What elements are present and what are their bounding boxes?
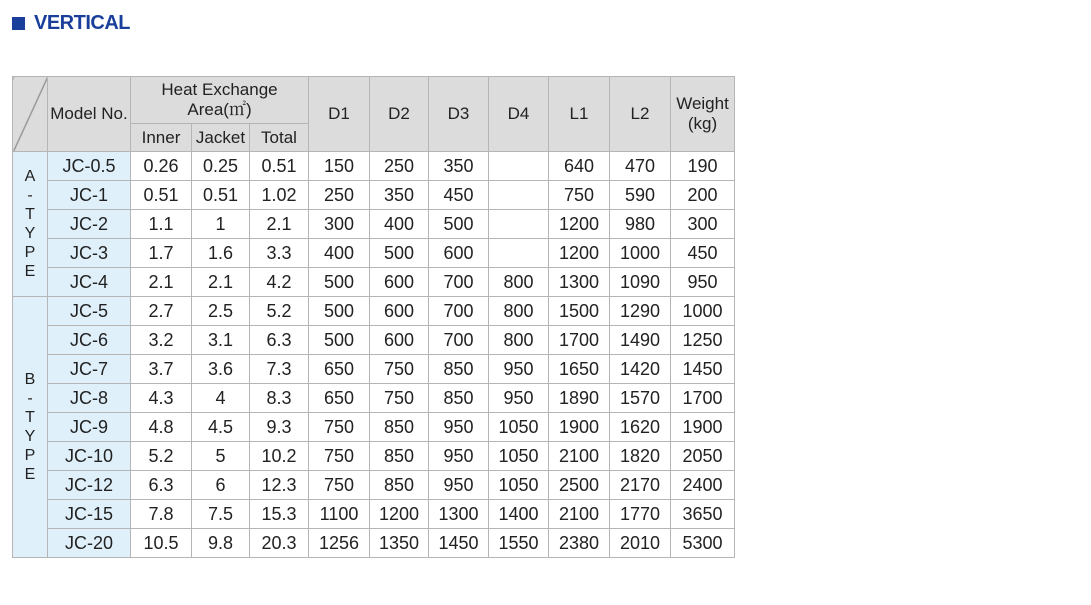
inner-cell: 6.3 [131,471,192,500]
d4-cell: 950 [489,355,549,384]
weight-cell: 2400 [671,471,735,500]
d3-cell: 450 [429,181,489,210]
d2-cell: 600 [370,326,429,355]
table-row [13,152,735,181]
model-cell: JC-9 [48,413,131,442]
table-row [13,471,735,500]
d4-cell: 800 [489,326,549,355]
d2-cell: 850 [370,442,429,471]
table-row [13,384,735,413]
l2-cell: 470 [610,152,671,181]
inner-cell: 5.2 [131,442,192,471]
weight-cell: 200 [671,181,735,210]
header-heat-exchange: Heat Exchange Area(㎡) [131,77,309,124]
type-letter: P [24,447,36,464]
l2-cell: 980 [610,210,671,239]
d1-cell: 250 [309,181,370,210]
inner-cell: 0.26 [131,152,192,181]
model-cell: JC-7 [48,355,131,384]
d3-cell: 1450 [429,529,489,558]
d1-cell: 1100 [309,500,370,529]
type-letter: A [24,168,36,185]
jacket-cell: 0.51 [192,181,250,210]
l1-cell: 1700 [549,326,610,355]
inner-cell: 3.2 [131,326,192,355]
d2-cell: 600 [370,268,429,297]
d4-cell [489,152,549,181]
total-cell: 4.2 [250,268,309,297]
weight-cell: 450 [671,239,735,268]
type-group-label [13,297,48,558]
l1-cell: 1200 [549,210,610,239]
type-letter: - [27,390,33,407]
inner-cell: 4.8 [131,413,192,442]
jacket-cell: 0.25 [192,152,250,181]
total-cell: 9.3 [250,413,309,442]
weight-cell: 1000 [671,297,735,326]
inner-cell: 7.8 [131,500,192,529]
l2-cell: 1820 [610,442,671,471]
section-title [12,12,130,35]
title-square-icon [12,17,25,30]
d3-cell: 950 [429,413,489,442]
d3-cell: 500 [429,210,489,239]
d2-cell: 500 [370,239,429,268]
model-cell: JC-12 [48,471,131,500]
d1-cell: 500 [309,326,370,355]
model-cell: JC-8 [48,384,131,413]
l1-cell: 2500 [549,471,610,500]
weight-cell: 5300 [671,529,735,558]
inner-cell: 4.3 [131,384,192,413]
type-letter: - [27,187,33,204]
total-cell: 6.3 [250,326,309,355]
model-cell: JC-5 [48,297,131,326]
table-row [13,297,735,326]
model-cell: JC-0.5 [48,152,131,181]
weight-cell: 1250 [671,326,735,355]
total-cell: 1.02 [250,181,309,210]
weight-cell: 1450 [671,355,735,384]
jacket-cell: 9.8 [192,529,250,558]
total-cell: 20.3 [250,529,309,558]
d3-cell: 700 [429,297,489,326]
d2-cell: 850 [370,413,429,442]
table-row [13,529,735,558]
d2-cell: 400 [370,210,429,239]
model-cell: JC-15 [48,500,131,529]
l2-cell: 1490 [610,326,671,355]
jacket-cell: 7.5 [192,500,250,529]
header-corner-cell [13,77,48,152]
type-letter: E [24,466,36,483]
jacket-cell: 2.5 [192,297,250,326]
jacket-cell: 4 [192,384,250,413]
table-row [13,181,735,210]
header-d4: D4 [489,77,549,152]
total-cell: 12.3 [250,471,309,500]
table-row [13,413,735,442]
d4-cell: 800 [489,297,549,326]
d3-cell: 700 [429,326,489,355]
l2-cell: 1290 [610,297,671,326]
table-row [13,500,735,529]
d4-cell: 1050 [489,471,549,500]
total-cell: 3.3 [250,239,309,268]
table-row [13,442,735,471]
d4-cell [489,239,549,268]
d4-cell [489,181,549,210]
header-l1: L1 [549,77,610,152]
l1-cell: 1900 [549,413,610,442]
total-cell: 7.3 [250,355,309,384]
l1-cell: 1890 [549,384,610,413]
weight-cell: 1700 [671,384,735,413]
header-total: Total [250,124,309,152]
header-l2: L2 [610,77,671,152]
inner-cell: 2.1 [131,268,192,297]
d1-cell: 400 [309,239,370,268]
total-cell: 10.2 [250,442,309,471]
d2-cell: 600 [370,297,429,326]
d3-cell: 1300 [429,500,489,529]
d1-cell: 1256 [309,529,370,558]
d2-cell: 250 [370,152,429,181]
d3-cell: 600 [429,239,489,268]
header-model: Model No. [48,77,131,152]
type-letter: B [24,371,36,388]
jacket-cell: 6 [192,471,250,500]
weight-cell: 950 [671,268,735,297]
l2-cell: 590 [610,181,671,210]
d4-cell: 800 [489,268,549,297]
table-row [13,268,735,297]
model-cell: JC-4 [48,268,131,297]
l2-cell: 2170 [610,471,671,500]
d1-cell: 500 [309,268,370,297]
jacket-cell: 2.1 [192,268,250,297]
weight-cell: 3650 [671,500,735,529]
d2-cell: 750 [370,355,429,384]
jacket-cell: 1 [192,210,250,239]
d1-cell: 650 [309,355,370,384]
l2-cell: 2010 [610,529,671,558]
table-row [13,355,735,384]
d1-cell: 150 [309,152,370,181]
weight-cell: 2050 [671,442,735,471]
model-cell: JC-20 [48,529,131,558]
d4-cell: 950 [489,384,549,413]
inner-cell: 3.7 [131,355,192,384]
header-d3: D3 [429,77,489,152]
l1-cell: 1200 [549,239,610,268]
d4-cell [489,210,549,239]
jacket-cell: 4.5 [192,413,250,442]
d4-cell: 1050 [489,442,549,471]
d1-cell: 500 [309,297,370,326]
model-cell: JC-6 [48,326,131,355]
d1-cell: 750 [309,442,370,471]
table-header [13,77,735,152]
table-row [13,326,735,355]
d2-cell: 750 [370,384,429,413]
jacket-cell: 3.1 [192,326,250,355]
type-letter: Y [24,428,36,445]
l1-cell: 2100 [549,442,610,471]
model-cell: JC-2 [48,210,131,239]
d2-cell: 350 [370,181,429,210]
d4-cell: 1550 [489,529,549,558]
type-letter: T [25,409,35,426]
l2-cell: 1420 [610,355,671,384]
d3-cell: 950 [429,442,489,471]
jacket-cell: 3.6 [192,355,250,384]
type-letter: E [24,263,36,280]
model-cell: JC-3 [48,239,131,268]
d4-cell: 1400 [489,500,549,529]
d3-cell: 950 [429,471,489,500]
l1-cell: 2380 [549,529,610,558]
header-d1: D1 [309,77,370,152]
l2-cell: 1090 [610,268,671,297]
l1-cell: 1300 [549,268,610,297]
inner-cell: 2.7 [131,297,192,326]
d3-cell: 350 [429,152,489,181]
d1-cell: 750 [309,471,370,500]
table-row [13,239,735,268]
table-row [13,210,735,239]
weight-cell: 300 [671,210,735,239]
type-letter: P [24,244,36,261]
total-cell: 8.3 [250,384,309,413]
d4-cell: 1050 [489,413,549,442]
d3-cell: 850 [429,355,489,384]
header-jacket: Jacket [192,124,250,152]
table-body [13,152,735,558]
type-letter: T [25,206,35,223]
total-cell: 5.2 [250,297,309,326]
weight-cell: 190 [671,152,735,181]
jacket-cell: 5 [192,442,250,471]
inner-cell: 10.5 [131,529,192,558]
total-cell: 15.3 [250,500,309,529]
l1-cell: 1500 [549,297,610,326]
header-weight: Weight (kg) [671,77,735,152]
l2-cell: 1000 [610,239,671,268]
model-cell: JC-10 [48,442,131,471]
weight-cell: 1900 [671,413,735,442]
l1-cell: 1650 [549,355,610,384]
d3-cell: 700 [429,268,489,297]
model-cell: JC-1 [48,181,131,210]
d2-cell: 850 [370,471,429,500]
type-group-label [13,152,48,297]
inner-cell: 1.1 [131,210,192,239]
d2-cell: 1200 [370,500,429,529]
l1-cell: 640 [549,152,610,181]
l2-cell: 1620 [610,413,671,442]
d1-cell: 650 [309,384,370,413]
d1-cell: 300 [309,210,370,239]
type-letters [25,370,36,484]
header-d2: D2 [370,77,429,152]
inner-cell: 1.7 [131,239,192,268]
total-cell: 2.1 [250,210,309,239]
l1-cell: 2100 [549,500,610,529]
d3-cell: 850 [429,384,489,413]
type-letters [25,167,36,281]
section-title-text: VERTICAL [34,12,130,34]
inner-cell: 0.51 [131,181,192,210]
jacket-cell: 1.6 [192,239,250,268]
total-cell: 0.51 [250,152,309,181]
l2-cell: 1570 [610,384,671,413]
l2-cell: 1770 [610,500,671,529]
header-inner: Inner [131,124,192,152]
type-letter: Y [24,225,36,242]
d2-cell: 1350 [370,529,429,558]
spec-table [12,76,735,558]
d1-cell: 750 [309,413,370,442]
l1-cell: 750 [549,181,610,210]
